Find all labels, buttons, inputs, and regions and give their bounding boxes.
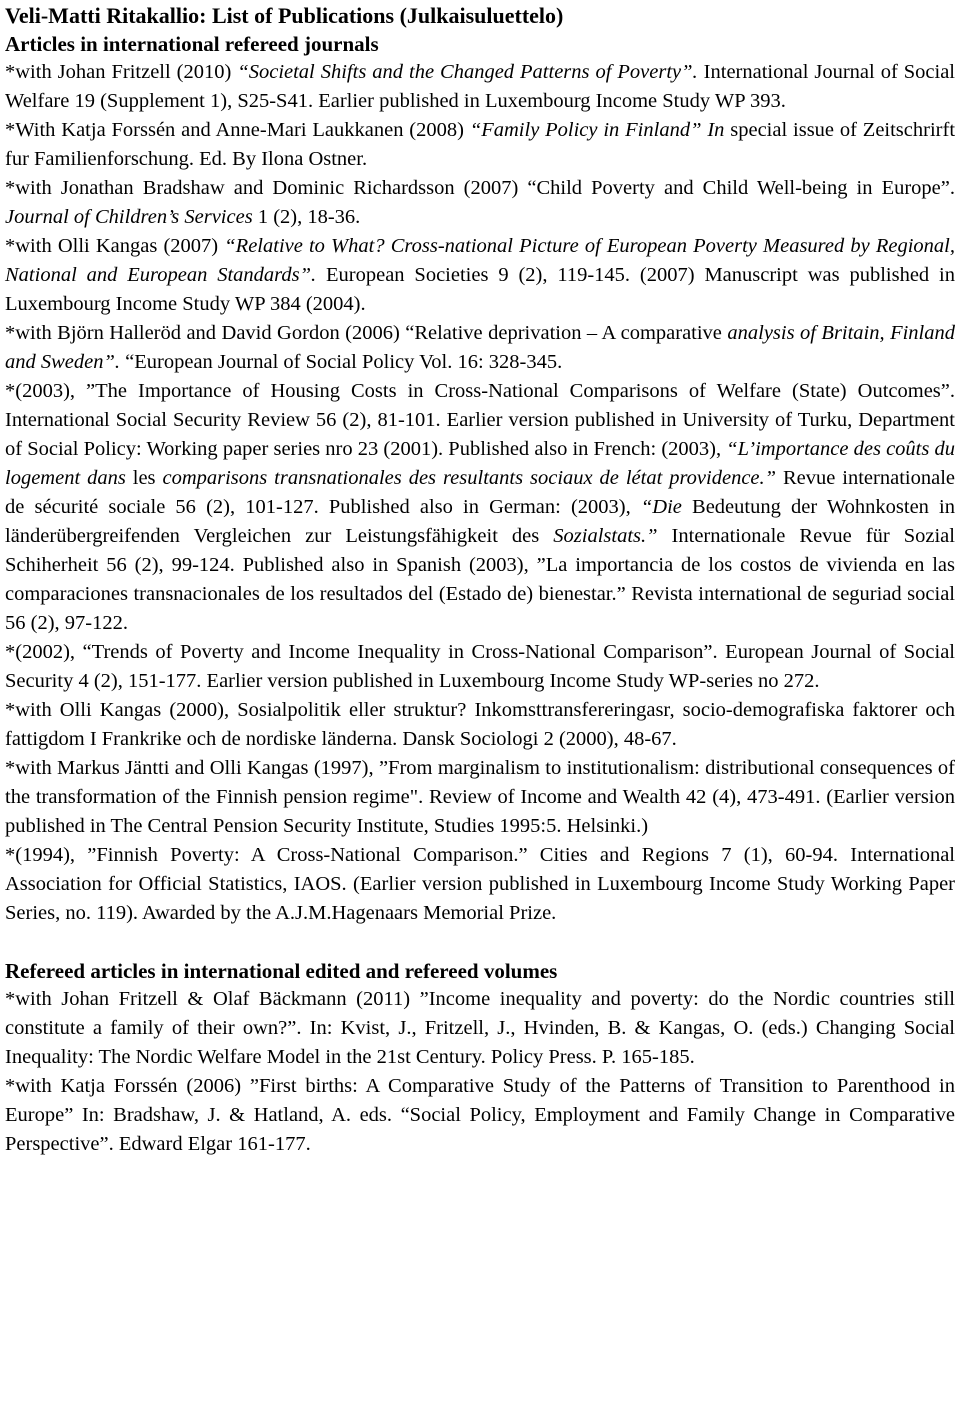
publication-text: Bedeutung der Wohnkosten in länderübergreifenden Vergleichen zur Leistungsfähigkeit des bbox=[5, 496, 956, 547]
publication-entry bbox=[5, 841, 955, 928]
publication-text: 1 (2), 18-36. bbox=[252, 206, 361, 228]
publication-entry bbox=[5, 232, 955, 319]
publication-entry bbox=[5, 638, 955, 696]
publication-text: les bbox=[125, 467, 163, 489]
publication-section bbox=[5, 30, 955, 928]
publication-sections bbox=[5, 30, 955, 1159]
publication-text: Revue internationale de sécurité sociale 56 (2), 101-127. Published also in German: (2003), bbox=[5, 467, 955, 518]
publication-text: *with Katja Forssén (2006) ”First births: A Comparative Study of the Patterns of Transition to Parenthood in Europe” In: Bradshaw, J. & Hatland, A. eds. “Social Policy, Employment and Family Change in Comparative Perspective”. Edward Elgar 161-177. bbox=[5, 1075, 955, 1155]
publication-title-italic: “L’importance des coûts du logement dans bbox=[5, 438, 955, 489]
publication-entry bbox=[5, 116, 955, 174]
publication-text: *With Katja Forssén and Anne-Mari Laukkanen (2008) bbox=[5, 119, 470, 141]
publication-title-italic: “Family Policy in Finland” In bbox=[469, 119, 725, 141]
publication-text: *with Olli Kangas (2000), Sosialpolitik eller struktur? Inkomsttransfereringasr, socio-demografiska faktorer och fattigdom I Frankrike och de nordiske länderna. Dansk Sociologi 2 (2000), 48-67. bbox=[5, 699, 955, 750]
publication-title-italic: “Die bbox=[640, 496, 682, 518]
publication-entry bbox=[5, 985, 955, 1072]
publication-entry bbox=[5, 58, 955, 116]
publication-title-italic: “Societal Shifts and the Changed Patterns of Poverty”. bbox=[237, 61, 698, 83]
section-heading: Articles in international refereed journals bbox=[5, 32, 379, 56]
publication-title-italic: comparisons transnationales des resultants sociaux de létat providence.” bbox=[162, 467, 777, 489]
publication-entry bbox=[5, 377, 955, 638]
publication-entry bbox=[5, 696, 955, 754]
publication-entry bbox=[5, 1072, 955, 1159]
publication-entry bbox=[5, 754, 955, 841]
publication-text: International Journal of Social Welfare 19 (Supplement 1), S25-S41. Earlier published in Luxembourg Income Study WP 393. bbox=[5, 61, 956, 112]
publication-title-italic: Journal of Children’s Services bbox=[5, 206, 253, 228]
publication-text: European Societies 9 (2), 119-145. (2007) Manuscript was published in Luxembourg Income Study WP 384 (2004). bbox=[5, 264, 955, 315]
publication-text: *with Björn Halleröd and David Gordon (2006) “Relative deprivation – A comparative bbox=[5, 322, 728, 344]
section-heading: Refereed articles in international edited and refereed volumes bbox=[5, 959, 558, 983]
publication-text: Internationale Revue für Sozial Schiherheit 56 (2), 99-124. Published also in Spanish (2003), ”La importancia de los costos de vivienda en las comparaciones transnacionales de los resultados del (Estado de) bienestar.” Revista international de seguriad social 56 (2), 97-122. bbox=[5, 525, 955, 634]
page-title: Veli-Matti Ritakallio: List of Publications (Julkaisuluettelo) bbox=[5, 3, 564, 28]
section-spacer bbox=[5, 928, 955, 957]
publication-text: *with Olli Kangas (2007) bbox=[5, 235, 225, 257]
publication-text: *with Johan Fritzell (2010) bbox=[5, 61, 238, 83]
publication-section bbox=[5, 928, 955, 1159]
publication-text: *with Jonathan Bradshaw and Dominic Richardsson (2007) “Child Poverty and Child Well-being in Europe”. bbox=[5, 177, 955, 199]
publication-title-italic: analysis of Britain, Finland and Sweden”. bbox=[5, 322, 955, 373]
publication-text: *(1994), ”Finnish Poverty: A Cross-National Comparison.” Cities and Regions 7 (1), 60-94. International Association for Official Statistics, IAOS. (Earlier version published in Luxembourg Income Study Working Paper Series, no. 119). Awarded by the A.J.M.Hagenaars Memorial Prize. bbox=[5, 844, 955, 924]
publication-entry bbox=[5, 174, 955, 232]
publication-text: “European Journal of Social Policy Vol. 16: 328-345. bbox=[120, 351, 563, 373]
publication-text: *with Markus Jäntti and Olli Kangas (1997), ”From marginalism to institutionalism: distributional consequences of the transformation of the Finnish pension regime". Review of Income and Wealth 42 (4), 473-491. (Earlier version published in The Central Pension Security Institute, Studies 1995:5. Helsinki.) bbox=[5, 757, 955, 837]
publication-text: special issue of Zeitschrirft fur Familienforschung. Ed. By Ilona Ostner. bbox=[5, 119, 956, 170]
publication-entry bbox=[5, 319, 955, 377]
publication-text: *(2003), ”The Importance of Housing Costs in Cross-National Comparisons of Welfare (State) Outcomes”. International Social Security Review 56 (2), 81-101. Earlier version published in University of Turku, Department of Social Policy: Working paper series nro 23 (2001). Published also in French: (2003), bbox=[5, 380, 955, 460]
publication-text: *(2002), “Trends of Poverty and Income Inequality in Cross-National Comparison”. European Journal of Social Security 4 (2), 151-177. Earlier version published in Luxembourg Income Study WP-series no 272. bbox=[5, 641, 955, 692]
publication-title-italic: “Relative to What? Cross-national Picture of European Poverty Measured by Regional, National and European Standards”. bbox=[5, 235, 955, 286]
publication-text: *with Johan Fritzell & Olaf Bäckmann (2011) ”Income inequality and poverty: do the Nordic countries still constitute a family of their own?”. In: Kvist, J., Fritzell, J., Hvinden, B. & Kangas, O. (eds.) Changing Social Inequality: The Nordic Welfare Model in the 21st Century. Policy Press. P. 165-185. bbox=[5, 988, 955, 1068]
publication-title-italic: Sozialstats.” bbox=[553, 525, 658, 547]
